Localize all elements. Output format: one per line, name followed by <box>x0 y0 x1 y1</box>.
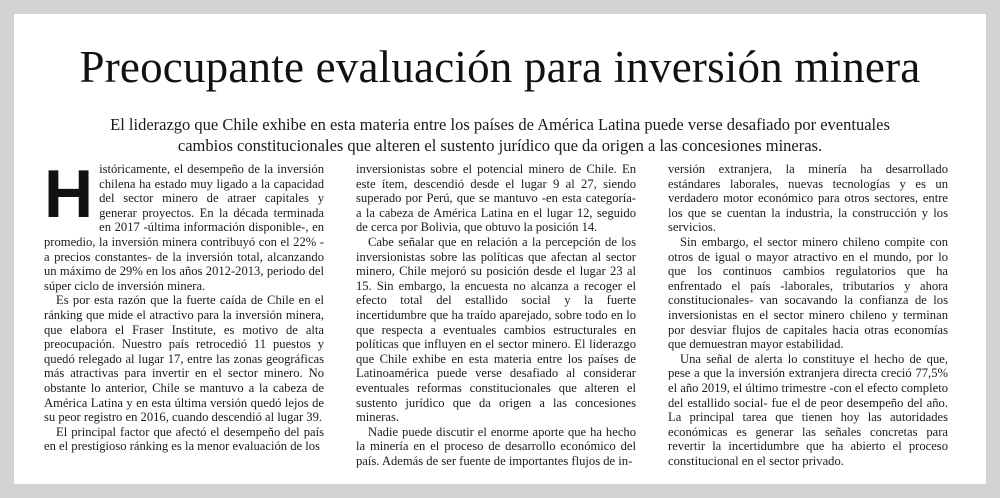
paragraph: Es por esta razón que la fuerte caída de Chile en el ránking que mide el atractivo para la inversión minera, que elabora el Fraser Institute, es motivo de alta preocupación. Nuestro país retrocedió 11 puestos y quedó relegado al lugar 17, entre las zonas geográficas más atractivas para invertir en el sector minero. No obstante lo anterior, Chile se mantuvo a la cabeza de América Latina y en esta última versión quedó lejos de su peor registro en 2016, cuando descendió al lugar 39. <box>44 293 324 425</box>
paragraph: istóricamente, el desempeño de la inversión chilena ha estado muy ligado a la capacidad del sector minero de atraer capitales y generar proyectos. En la década terminada en 2017 -última información disponible-, en promedio, la inversión minera contribuyó con el 22% -a precios constantes- de la inversión total, alcanzando un máximo de 29% en los años 2012-2013, periodo del súper ciclo de inversión minera. <box>44 162 324 293</box>
article-subheadline: El liderazgo que Chile exhibe en esta materia entre los países de América Latina puede verse desafiado por eventuales cambios constitucionales que alteren el sustento jurídico que da origen a las concesiones mineras. <box>110 115 890 155</box>
paragraph: Una señal de alerta lo constituye el hecho de que, pese a que la inversión extranjera directa creció 77,5% el año 2019, el último trimestre -con el efecto completo del estallido social- fue el de peor desempeño del año. La principal tarea que tienen hoy las autoridades económicas es generar las señales concretas para revertir la incertidumbre que ha abierto el proceso constitucional en el sector privado. <box>668 351 948 468</box>
article-headline: Preocupante evaluación para inversión minera <box>79 42 921 92</box>
drop-cap: H <box>44 156 94 232</box>
paragraph: versión extranjera, la minería ha desarrollado estándares laborales, nuevas tecnologías y es un verdadero motor económico para otros sectores, entre los que se cuentan la industria, la construcción y los servicios. <box>668 162 948 235</box>
paragraph: Nadie puede discutir el enorme aporte que ha hecho la minería en el proceso de desarrollo económico del país. Además de ser fuente de importantes flujos de in- <box>356 424 636 468</box>
article-column-3 <box>668 162 948 468</box>
paragraph: inversionistas sobre el potencial minero de Chile. En este ítem, descendió desde el lugar 9 al 27, siendo superado por Perú, que se mantuvo -en esta categoría- a la cabeza de América Latina en el lugar 12, seguido de cerca por Bolivia, que obtuvo la posición 14. <box>356 162 636 235</box>
paragraph: Cabe señalar que en relación a la percepción de los inversionistas sobre las políticas que afectan al sector minero, Chile mejoró su posición desde el lugar 23 al 15. Sin embargo, la encuesta no alcanza a recoger el efecto total del estallido social y la fuerte incertidumbre que ha traído aparejado, sobre todo en lo que respecta a eventuales cambios estructurales en políticas que influyen en el sector minero. El liderazgo que Chile exhibe en esta materia entre los países de Latinoamérica puede verse desafiado al considerar eventuales reformas constitucionales que alteren el sustento jurídico que da origen a las concesiones mineras. <box>356 234 636 425</box>
newspaper-clipping <box>14 14 986 484</box>
paragraph: Sin embargo, el sector minero chileno compite con otros de igual o mayor atractivo en el mundo, por lo que los continuos cambios regulatorios que ha enfrentado el país -laborales, tributarios y ahora constitucionales- van socavando la confianza de los inversionistas en el sector minero chileno y terminan por desviar flujos de capitales hacia otras economías que demuestran mayor estabilidad. <box>668 234 948 352</box>
paragraph: El principal factor que afectó el desempeño del país en el prestigioso ránking es la menor evaluación de los <box>44 424 324 454</box>
article-column-1 <box>44 156 324 454</box>
article-column-2 <box>356 162 636 468</box>
